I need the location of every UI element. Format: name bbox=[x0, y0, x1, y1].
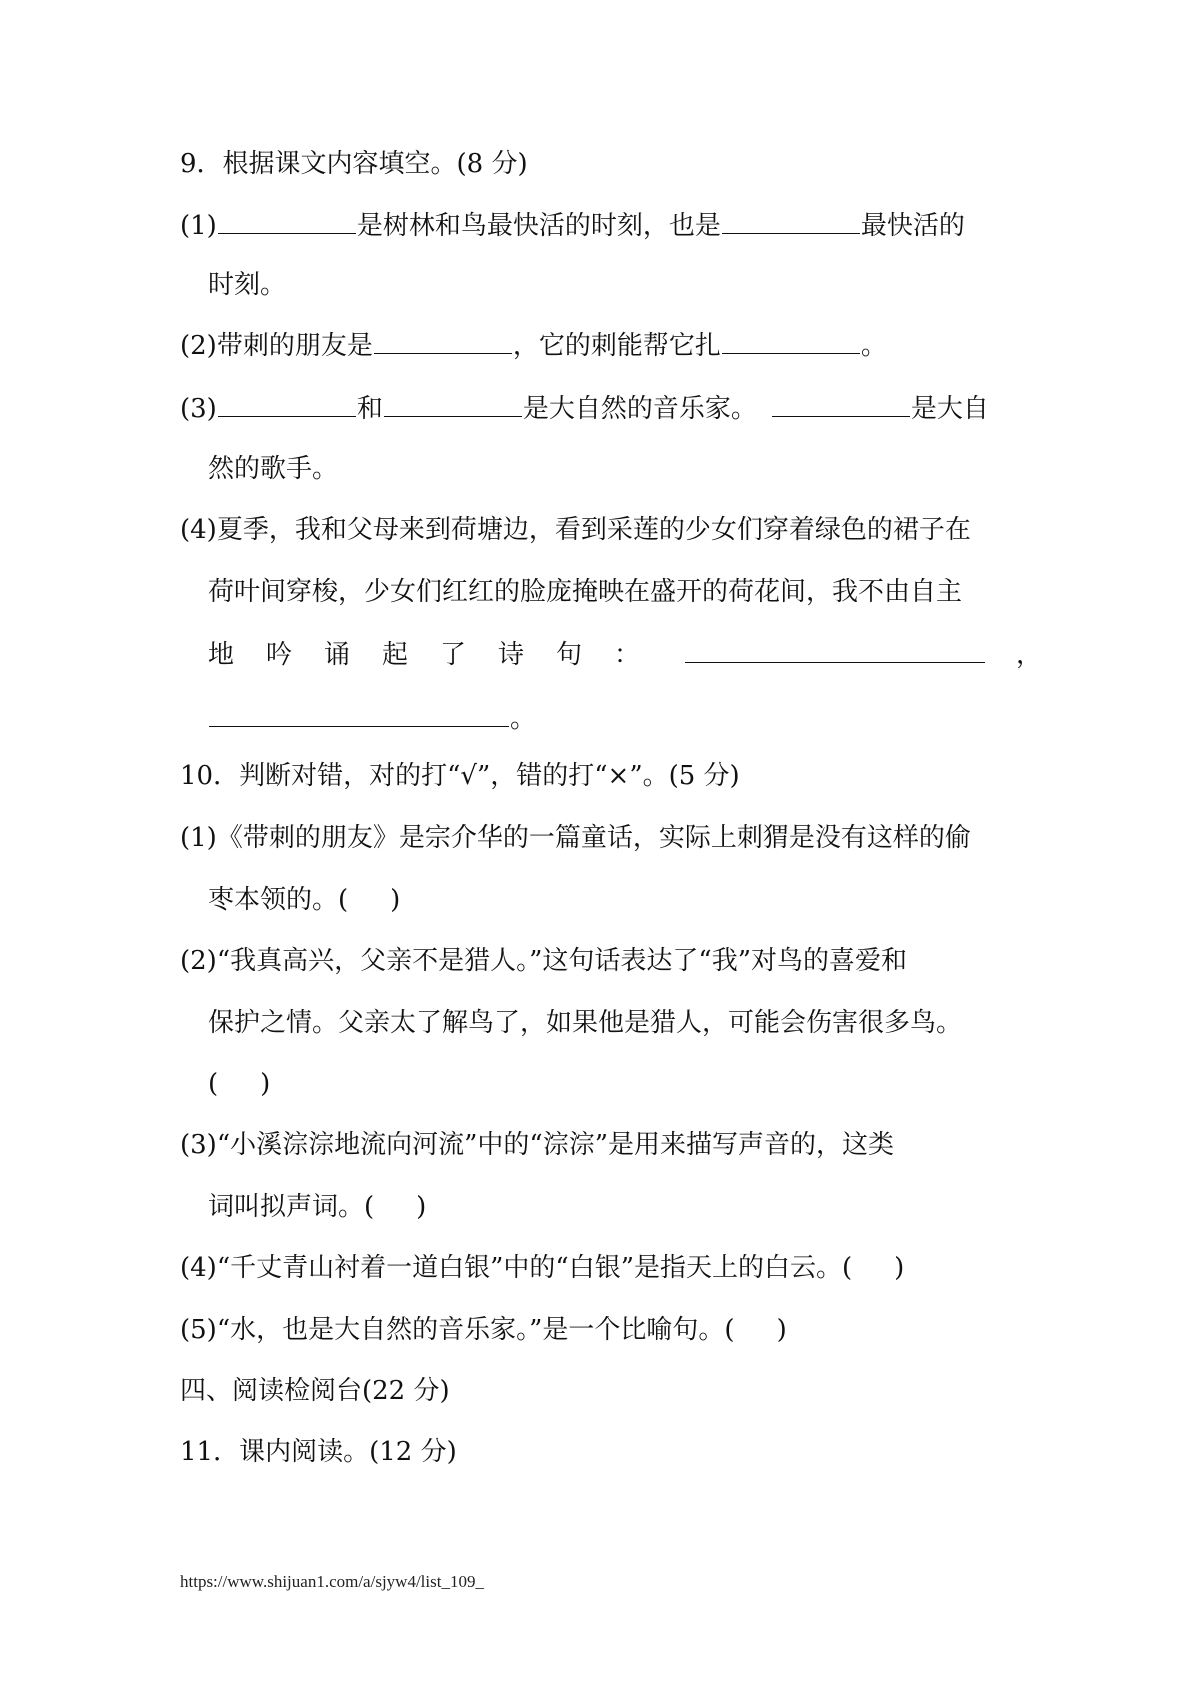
q10-item2-line1: (2)“我真高兴，父亲不是猎人。”这句话表达了“我”对鸟的喜爱和 bbox=[180, 946, 907, 976]
q9-item3-text-mid: 是大自然的音乐家。 bbox=[522, 394, 757, 424]
q9-item1-text: 是树林和鸟最快活的时刻，也是 bbox=[356, 211, 721, 241]
fill-blank[interactable] bbox=[384, 390, 522, 417]
q11-title: 11．课内阅读。(12 分) bbox=[180, 1437, 457, 1467]
q10-item4 bbox=[180, 1250, 904, 1286]
q9-title: 9．根据课文内容填空。(8 分) bbox=[180, 149, 528, 179]
q9-item3-line2: 然的歌手。 bbox=[208, 454, 339, 484]
q10-item3-line2 bbox=[208, 1189, 426, 1225]
paren-close: ) bbox=[776, 1315, 787, 1345]
q10-item2-line3 bbox=[208, 1066, 270, 1102]
q9-item1-line2: 时刻。 bbox=[208, 270, 287, 300]
paren-close: ) bbox=[260, 1069, 271, 1099]
q9-item3-line1 bbox=[180, 390, 989, 426]
fill-blank[interactable] bbox=[209, 700, 509, 727]
q10-item1-line1: (1)《带刺的朋友》是宗介华的一篇童话，实际上刺猬是没有这样的偷 bbox=[180, 823, 971, 853]
q9-item2-text-mid: ，它的刺能帮它扎 bbox=[512, 331, 721, 361]
fill-blank[interactable] bbox=[218, 207, 356, 234]
q9-item2 bbox=[180, 327, 887, 363]
q9-item1-num: (1) bbox=[180, 211, 217, 241]
q10-title: 10．判断对错，对的打“√”，错的打“×”。(5 分) bbox=[180, 761, 740, 791]
q10-item5 bbox=[180, 1312, 787, 1348]
q9-item4-line4 bbox=[208, 700, 536, 736]
q10-item1-line2 bbox=[208, 882, 400, 918]
fill-blank[interactable] bbox=[374, 327, 512, 354]
q10-item3-text: 词叫拟声词。( bbox=[208, 1192, 375, 1222]
q9-item4-verse-prompt: 地 吟 诵 起 了 诗 句 ： bbox=[208, 640, 641, 670]
fill-blank[interactable] bbox=[722, 327, 860, 354]
q9-item4-line3 bbox=[208, 636, 1042, 672]
q10-item3-line1: (3)“小溪淙淙地流向河流”中的“淙淙”是用来描写声音的，这类 bbox=[180, 1130, 894, 1160]
q10-item4-text: (4)“千丈青山衬着一道白银”中的“白银”是指天上的白云。( bbox=[180, 1253, 853, 1283]
q9-item1-line1 bbox=[180, 207, 965, 243]
paren-close: ) bbox=[416, 1192, 427, 1222]
q9-item3-text-end: 是大自 bbox=[910, 394, 989, 424]
q10-item5-text: (5)“水，也是大自然的音乐家。”是一个比喻句。( bbox=[180, 1315, 735, 1345]
q9-item4-period: 。 bbox=[510, 704, 537, 734]
q10-item2-line2: 保护之情。父亲太了解鸟了，如果他是猎人，可能会伤害很多鸟。 bbox=[208, 1008, 963, 1038]
footer-url: https://www.shijuan1.com/a/sjyw4/list_109_ bbox=[180, 1572, 484, 1591]
fill-blank[interactable] bbox=[722, 207, 860, 234]
section-heading: 四、阅读检阅台(22 分) bbox=[180, 1376, 450, 1406]
q10-item1-text: 枣本领的。( bbox=[208, 885, 349, 915]
fill-blank[interactable] bbox=[685, 636, 985, 663]
q9-item3-num: (3) bbox=[180, 394, 217, 424]
q9-item4-line2: 荷叶间穿梭，少女们红红的脸庞掩映在盛开的荷花间，我不由自主 bbox=[208, 577, 963, 607]
q9-item4-comma: ， bbox=[1016, 640, 1043, 670]
q9-item2-text-end: 。 bbox=[860, 331, 887, 361]
paren-close: ) bbox=[390, 885, 401, 915]
q9-item4-line1: (4)夏季，我和父母来到荷塘边，看到采莲的少女们穿着绿色的裙子在 bbox=[180, 515, 971, 545]
q9-item2-text: (2)带刺的朋友是 bbox=[180, 331, 373, 361]
q9-item3-text: 和 bbox=[356, 394, 383, 424]
paren-close: ) bbox=[894, 1253, 905, 1283]
fill-blank[interactable] bbox=[772, 390, 910, 417]
q9-item1-text-end: 最快活的 bbox=[860, 211, 965, 241]
fill-blank[interactable] bbox=[218, 390, 356, 417]
paren-open: ( bbox=[208, 1069, 219, 1099]
